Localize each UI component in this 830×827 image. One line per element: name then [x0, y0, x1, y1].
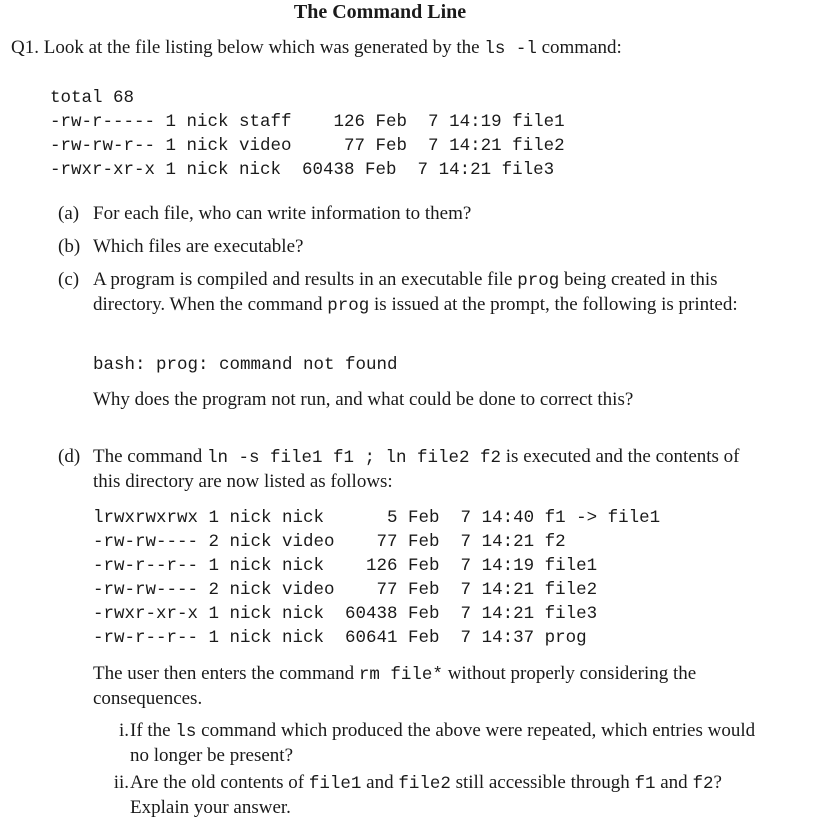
listing-line: total 68 — [50, 88, 135, 108]
listing-line: -rw-r--r-- 1 nick nick 60641 Feb 7 14:37 prog — [93, 628, 587, 648]
part-label: (a) — [58, 203, 80, 224]
text-span: being created in this directory. When the command — [93, 269, 718, 315]
subpart-label: i. — [118, 720, 129, 741]
part-a — [58, 202, 763, 226]
question-text: command: — [541, 37, 622, 58]
text-span: and — [660, 772, 688, 793]
inline-code: f2 — [692, 774, 714, 794]
file-listing-2 — [93, 506, 660, 650]
text-span: still accessible through — [455, 772, 630, 793]
inline-code: prog — [327, 296, 370, 316]
inline-code: ln -s file1 f1 ; ln file2 f2 — [206, 448, 502, 468]
listing-line: -rw-rw---- 2 nick video 77 Feb 7 14:21 f2 — [93, 532, 566, 552]
question-1 — [11, 36, 622, 61]
text-span: is executed and the contents of this directory are now listed as follows: — [93, 446, 740, 492]
text-span: A program is compiled and results in an executable file — [93, 269, 513, 290]
inline-code: ls -l — [484, 39, 537, 59]
subpart-text — [130, 771, 765, 820]
listing-line: -rwxr-xr-x 1 nick nick 60438 Feb 7 14:21 file3 — [93, 604, 598, 624]
text-span: The command — [93, 446, 203, 467]
subpart-label: ii. — [113, 772, 129, 793]
inline-code: file2 — [398, 774, 451, 794]
question-label: Q1. — [11, 37, 39, 58]
inline-code: prog — [517, 271, 560, 291]
listing-line: -rw-rw-r-- 1 nick video 77 Feb 7 14:21 file2 — [50, 136, 565, 156]
part-b — [58, 235, 763, 259]
part-d-followup — [93, 662, 763, 711]
part-text: For each file, who can write information to them? — [93, 203, 472, 224]
part-label: (d) — [58, 446, 81, 467]
text-span: without properly considering the consequences. — [93, 663, 697, 709]
text-span: The user then enters the command — [93, 663, 355, 684]
part-text — [93, 268, 763, 318]
part-label: (b) — [58, 236, 81, 257]
part-label: (c) — [58, 269, 80, 290]
part-text: Which files are executable? — [93, 236, 304, 257]
listing-line: -rw-r--r-- 1 nick nick 126 Feb 7 14:19 file1 — [93, 556, 598, 576]
inline-code: f1 — [634, 774, 656, 794]
part-d — [58, 445, 763, 494]
part-text — [93, 445, 763, 494]
part-c — [58, 268, 763, 318]
file-listing-1 — [50, 86, 565, 182]
listing-line: lrwxrwxrwx 1 nick nick 5 Feb 7 14:40 f1 -> file1 — [93, 508, 661, 528]
listing-line: -rw-r----- 1 nick staff 126 Feb 7 14:19 file1 — [50, 112, 565, 132]
listing-line: -rwxr-xr-x 1 nick nick 60438 Feb 7 14:21 file3 — [50, 160, 555, 180]
page-title: The Command Line — [293, 1, 467, 23]
subpart-ii — [105, 771, 765, 820]
listing-line: -rw-rw---- 2 nick video 77 Feb 7 14:21 file2 — [93, 580, 598, 600]
part-c-question: Why does the program not run, and what could be done to correct this? — [93, 389, 634, 410]
text-span: ? Explain your answer. — [130, 772, 722, 818]
text-span: Are the old contents of — [130, 772, 305, 793]
text-span: is issued at the prompt, the following is printed: — [374, 294, 738, 315]
inline-code: ls — [175, 722, 197, 742]
text-span: command which produced the above were repeated, which entries would no longer be present? — [130, 720, 756, 766]
subpart-i — [105, 719, 765, 768]
text-span: and — [366, 772, 394, 793]
question-text: Look at the file listing below which was generated by the — [43, 37, 480, 58]
inline-code: rm file* — [358, 665, 443, 685]
inline-code: file1 — [308, 774, 362, 794]
subpart-text — [130, 719, 765, 768]
text-span: If the — [130, 720, 171, 741]
error-output: bash: prog: command not found — [93, 355, 398, 375]
